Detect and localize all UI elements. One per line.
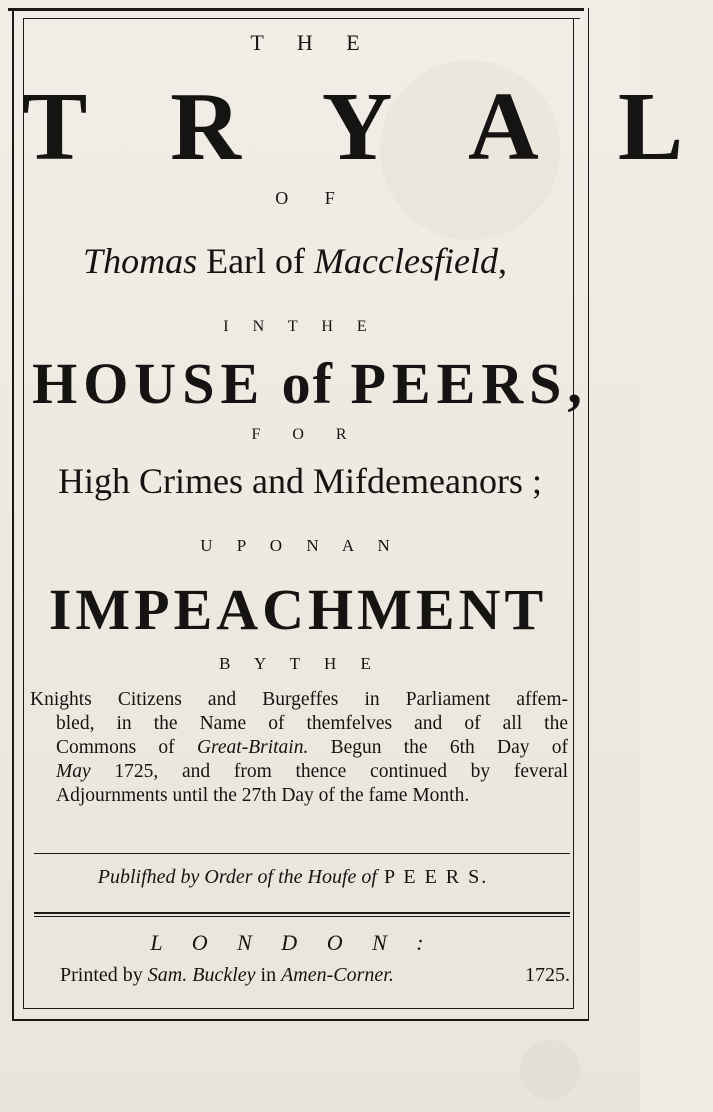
heading-impeachment: IMPEACHMENT xyxy=(48,577,548,642)
earl-punct: , xyxy=(497,241,507,281)
paragraph-text: 1725, and from thence continued by feveral xyxy=(90,761,568,782)
border-bottom-inner xyxy=(23,1008,574,1009)
imprint-printer xyxy=(60,964,570,987)
paragraph-italic: Great-Britain. xyxy=(196,737,309,758)
paragraph-line xyxy=(30,736,568,760)
imprint-year: 1725. xyxy=(525,964,570,986)
heading-in-the: I N T H E xyxy=(223,318,377,335)
separator-rule xyxy=(34,853,570,854)
paragraph-line: Knights Citizens and Burgeffes in Parliament affem- xyxy=(30,689,568,710)
earl-middle: Earl of xyxy=(197,241,315,281)
heading-house-of-peers xyxy=(0,350,616,417)
peers-word: PEERS, xyxy=(350,351,588,416)
heading-earl xyxy=(0,240,590,282)
heading-for: F O R xyxy=(251,426,361,443)
paragraph-line: bled, in the Name of themfelves and of all the xyxy=(56,713,568,734)
border-top-inner xyxy=(24,18,580,19)
earl-place: Macclesfield xyxy=(314,241,498,281)
heading-by-the: B Y T H E xyxy=(219,654,381,673)
border-top-outer xyxy=(8,8,584,11)
printer-place: Amen-Corner. xyxy=(281,964,394,986)
published-text: Publifhed by Order of the Houfe of xyxy=(97,866,377,888)
paper-stain xyxy=(520,1040,580,1100)
house-of-word: of xyxy=(265,351,351,416)
printer-name: Sam. Buckley xyxy=(147,964,256,986)
published-peers: P E E R S. xyxy=(376,866,489,888)
body-paragraph xyxy=(30,688,568,808)
imprint-published xyxy=(0,866,586,889)
heading-crimes: High Crimes and Mifdemeanors ; xyxy=(58,461,542,501)
paragraph-line: Adjournments until the 27th Day of the fame Month. xyxy=(56,785,470,806)
paragraph-italic: May xyxy=(56,761,91,782)
heading-of: O F xyxy=(275,188,351,208)
imprint-london: L O N D O N : xyxy=(150,930,436,955)
house-word: HOUSE xyxy=(32,351,266,416)
paragraph-line xyxy=(30,760,568,784)
heading-the: T H E xyxy=(250,30,374,55)
printed-by: Printed by xyxy=(60,964,148,986)
border-bottom-outer xyxy=(12,1019,589,1021)
paragraph-text: Commons of xyxy=(56,737,197,758)
separator-rule xyxy=(34,912,570,914)
printer-line xyxy=(60,964,394,987)
heading-tryal: T R Y A L xyxy=(22,73,713,181)
earl-name: Thomas xyxy=(83,241,198,281)
paragraph-text: Begun the 6th Day of xyxy=(308,737,568,758)
printed-in: in xyxy=(255,964,282,986)
heading-upon-an: U P O N A N xyxy=(200,536,400,555)
separator-rule xyxy=(34,916,570,917)
